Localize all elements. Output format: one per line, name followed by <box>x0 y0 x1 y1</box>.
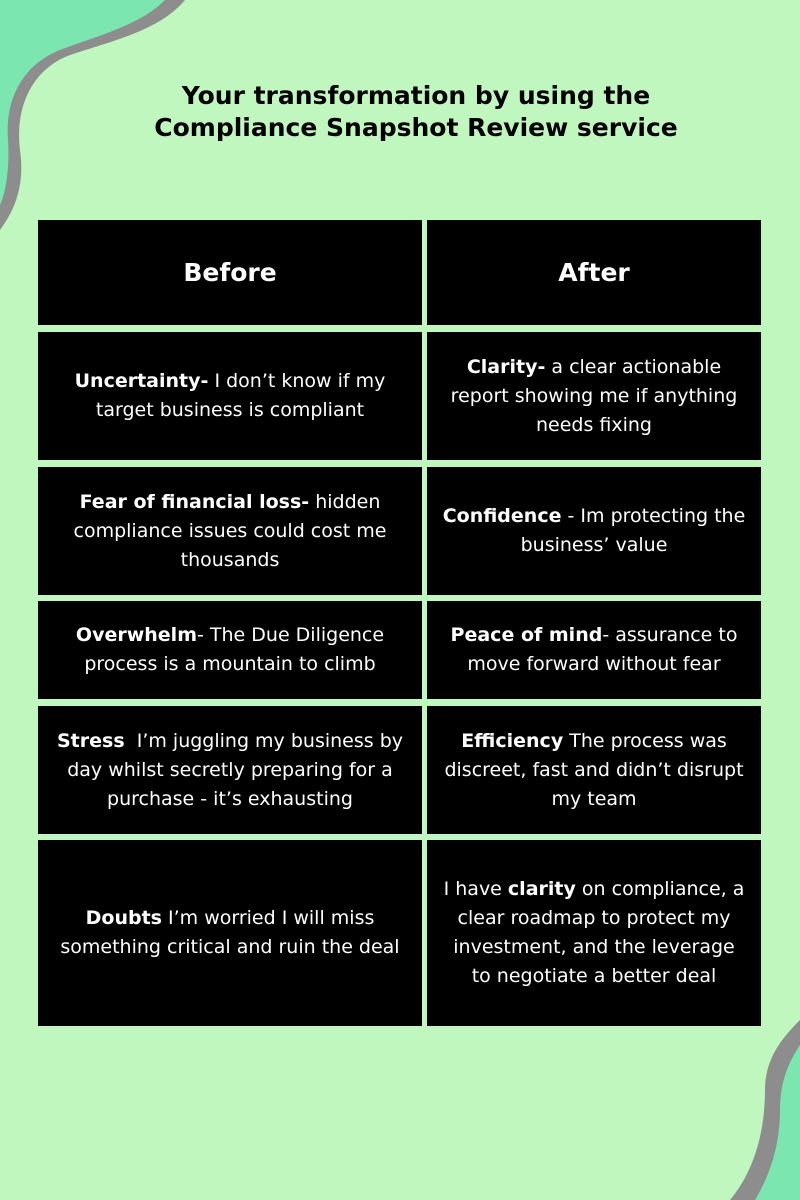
before-lead: Overwhelm <box>75 624 197 646</box>
before-lead: Doubts <box>85 907 162 929</box>
before-lead: Uncertainty- <box>74 370 209 392</box>
title-line-2: Compliance Snapshot Review service <box>154 113 678 142</box>
before-lead: Fear of financial loss- <box>79 490 310 513</box>
before-lead: Stress <box>56 729 125 752</box>
after-cell-3 <box>427 601 761 699</box>
before-text: I’m juggling my business by day whilst secretly preparing for a purchase - it’s exhausting <box>67 729 410 810</box>
after-cell-5 <box>427 840 761 1026</box>
after-lead: Efficiency <box>461 729 564 752</box>
after-text: The process was discreet, fast and didn’t disrupt my team <box>444 729 744 810</box>
page-title <box>100 80 732 144</box>
title-line-1: Your transformation by using the <box>181 81 651 110</box>
before-text: - The Due Diligence process is a mountain to climb <box>84 624 385 675</box>
header-before: Before <box>38 220 422 325</box>
before-cell-3 <box>38 601 422 699</box>
after-text: - assurance to move forward without fear <box>467 624 738 675</box>
after-lead: Clarity- <box>466 355 546 378</box>
after-cell-4 <box>427 706 761 834</box>
before-cell-2 <box>38 467 422 595</box>
before-text: I don’t know if my target business is compliant <box>95 370 386 421</box>
after-text: on compliance, a clear roadmap to protect my investment, and the leverage to negotiate a better deal <box>453 878 745 987</box>
before-cell-4 <box>38 706 422 834</box>
after-lead: Confidence <box>442 505 562 527</box>
after-lead: Peace of mind <box>450 624 603 646</box>
after-lead: clarity <box>507 878 576 900</box>
after-pre-text: I have <box>443 878 508 900</box>
header-after: After <box>427 220 761 325</box>
before-text: I’m worried I will miss something critical and ruin the deal <box>60 907 400 958</box>
after-cell-2 <box>427 467 761 595</box>
before-text: hidden compliance issues could cost me thousands <box>73 490 387 571</box>
after-cell-1 <box>427 332 761 460</box>
before-cell-5 <box>38 840 422 1026</box>
after-text: - Im protecting the business’ value <box>520 505 746 556</box>
after-text: a clear actionable report showing me if anything needs fixing <box>450 355 738 436</box>
before-cell-1 <box>38 332 422 460</box>
